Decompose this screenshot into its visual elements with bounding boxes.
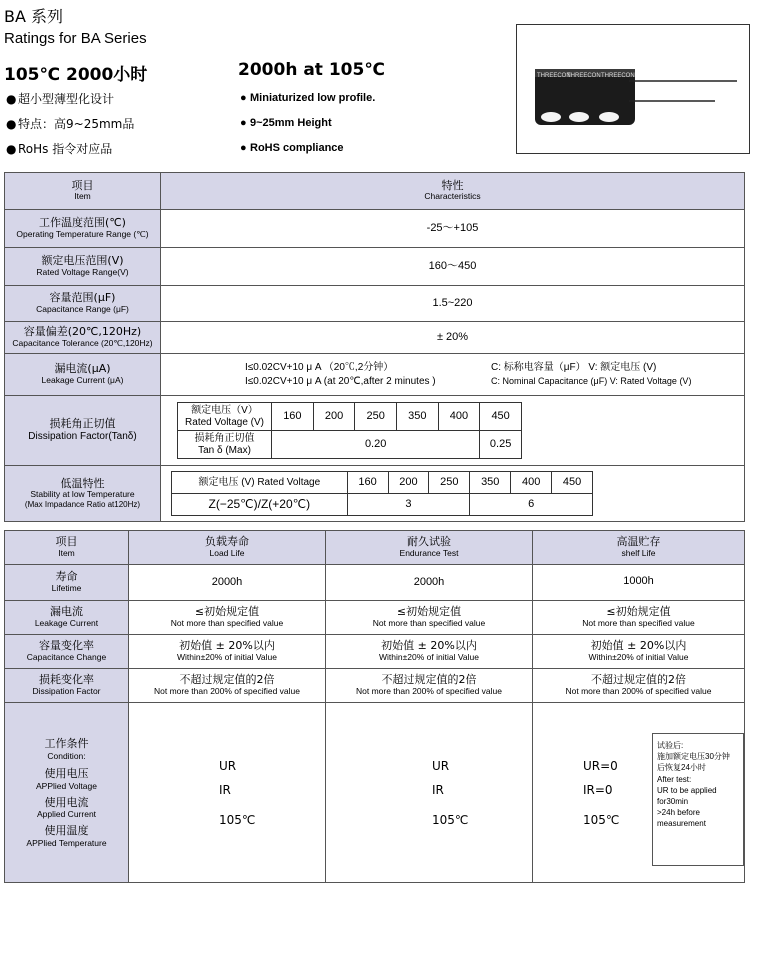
cap-change-shelf: 初始值 ± 20%以内 Within±20% of initial Value <box>533 635 745 669</box>
df-row <box>5 669 745 703</box>
lt-voltage-250: 250 <box>429 472 470 494</box>
shelf-life-header: 高温贮存 shelf Life <box>533 531 745 565</box>
series-title: BA 系列 <box>4 7 64 26</box>
cap-change-label: 容量变化率 Capacitance Change <box>5 635 129 669</box>
feature-cn-2: ● 特点：高9~25mm品 <box>6 117 135 131</box>
impedance-ratio-value-1: 3 <box>347 494 470 516</box>
bullet-icon: ● <box>6 142 17 156</box>
load-life-header: 负载寿命 Load Life <box>129 531 326 565</box>
bullet-icon: ● <box>240 142 247 154</box>
feature-en-3: ● RoHS compliance <box>240 142 344 154</box>
low-temp-label: 低温特性 Stability at low Temperature (Max Impadance Ratio at120Hz) <box>5 466 161 522</box>
low-temp-rv-label: 额定电压 (V) Rated Voltage <box>172 472 348 494</box>
note-line: >24h before <box>657 808 700 818</box>
leakage-load: ≤初始规定值 Not more than specified value <box>129 601 326 635</box>
impedance-ratio-value-2: 6 <box>470 494 593 516</box>
dissipation-subtable <box>177 402 522 459</box>
condition-endurance <box>326 703 533 883</box>
feature-cn-3: ● RoHs 指令对应品 <box>6 142 113 156</box>
lt-voltage-400: 400 <box>511 472 552 494</box>
note-line: for30min <box>657 796 689 806</box>
note-line: UR to be applied <box>657 785 717 795</box>
df-endurance: 不超过规定值的2倍 Not more than 200% of specified value <box>326 669 533 703</box>
cap-change-load: 初始值 ± 20%以内 Within±20% of initial Value <box>129 635 326 669</box>
load-temperature: 105℃ <box>219 812 256 827</box>
leakage-note-cn: C: 标称电容量（μF） V: 额定电压 (V) <box>491 361 657 373</box>
df-load: 不超过规定值的2倍 Not more than 200% of specified value <box>129 669 326 703</box>
item-header: 项目 Item <box>5 173 161 210</box>
endurance-voltage: UR <box>432 758 450 773</box>
note-line: measurement <box>657 819 706 829</box>
shelf-current: IR=0 <box>583 782 613 797</box>
df-voltage-350: 350 <box>396 403 438 431</box>
lifetime-load: 2000h <box>129 565 326 601</box>
product-image <box>516 24 750 154</box>
note-line: 试验后: <box>657 741 684 750</box>
condition-load <box>129 703 326 883</box>
df-shelf: 不超过规定值的2倍 Not more than 200% of specified value <box>533 669 745 703</box>
life-header-row <box>5 531 745 565</box>
bullet-icon: ● <box>6 92 17 106</box>
lifetime-row <box>5 565 745 601</box>
capacitance-row <box>5 286 745 322</box>
leakage-note-en: C: Nominal Capacitance (μF) V: Rated Voltage (V) <box>491 376 692 386</box>
capacitance-label: 容量范围(μF) Capacitance Range (μF) <box>5 286 161 322</box>
lt-voltage-350: 350 <box>470 472 511 494</box>
df-voltage-450: 450 <box>480 403 522 431</box>
leakage-value <box>161 354 745 396</box>
tan-delta-label: 损耗角正切值 Tan δ (Max) <box>178 431 272 459</box>
voltage-value: 160～450 <box>161 248 745 286</box>
lifetime-shelf: 1000h <box>533 565 745 601</box>
lt-voltage-200: 200 <box>388 472 429 494</box>
low-temp-value <box>161 466 745 522</box>
shelf-voltage: UR=0 <box>583 758 618 773</box>
df-voltage-160: 160 <box>272 403 314 431</box>
impedance-ratio-label: Z(−25℃)/Z(+20℃) <box>172 494 348 516</box>
heading-en: 2000h at 105℃ <box>238 60 385 80</box>
temp-row <box>5 210 745 248</box>
leakage-row <box>5 354 745 396</box>
life-item-header: 项目 Item <box>5 531 129 565</box>
leakage-formula-cn: I≤0.02CV+10 μ A （20℃,2分钟） <box>245 361 394 373</box>
temp-value: -25～+105 <box>161 210 745 248</box>
bullet-icon: ● <box>240 117 247 129</box>
temp-label: 工作温度范围(℃) Operating Temperature Range (℃) <box>5 210 161 248</box>
leakage-label: 漏电流(μA) Leakage Current (μA) <box>5 354 161 396</box>
shelf-test-note <box>652 733 744 866</box>
endurance-temperature: 105℃ <box>432 812 469 827</box>
cap-label-2: THREECON <box>567 73 601 79</box>
dissipation-value <box>161 396 745 466</box>
tolerance-label: 容量偏差(20℃,120Hz) Capacitance Tolerance (20℃,120Hz) <box>5 322 161 354</box>
voltage-row <box>5 248 745 286</box>
leakage-formula-en: I≤0.02CV+10 μ A (at 20℃,after 2 minutes ) <box>245 376 436 387</box>
load-voltage: UR <box>219 758 237 773</box>
capacitor-illustration <box>517 25 749 153</box>
cap-label-1: THREECON <box>537 73 571 79</box>
df-voltage-250: 250 <box>355 403 397 431</box>
voltage-label: 额定电压范围(V) Rated Voltage Range(V) <box>5 248 161 286</box>
capacitance-value: 1.5~220 <box>161 286 745 322</box>
lt-voltage-450: 450 <box>552 472 593 494</box>
bullet-icon: ● <box>6 117 17 131</box>
note-line: 后恢复24小时 <box>657 763 706 773</box>
series-subtitle: Ratings for BA Series <box>4 30 147 47</box>
bullet-icon: ● <box>240 92 247 104</box>
lifetime-endurance: 2000h <box>326 565 533 601</box>
df-label: 损耗变化率 Dissipation Factor <box>5 669 129 703</box>
low-temp-row <box>5 466 745 522</box>
tolerance-value: ± 20% <box>161 322 745 354</box>
feature-cn-1: ● 超小型薄型化设计 <box>6 92 115 106</box>
endurance-current: IR <box>432 782 444 797</box>
tan-delta-value-1: 0.20 <box>272 431 480 459</box>
ratings-table <box>4 172 745 522</box>
lt-voltage-160: 160 <box>347 472 388 494</box>
lifetime-label: 寿命 Lifetime <box>5 565 129 601</box>
cap-label-3: THREECON <box>601 73 635 79</box>
dissipation-row <box>5 396 745 466</box>
shelf-temperature: 105℃ <box>583 812 620 827</box>
feature-en-2: ● 9~25mm Height <box>240 117 332 129</box>
df-voltage-200: 200 <box>313 403 355 431</box>
endurance-header: 耐久试验 Endurance Test <box>326 531 533 565</box>
feature-en-1: ● Miniaturized low profile. <box>240 92 376 104</box>
ratings-header-row <box>5 173 745 210</box>
life-test-table <box>4 530 745 883</box>
dissipation-label: 损耗角正切值 Dissipation Factor(Tanδ) <box>5 396 161 466</box>
low-temp-subtable <box>171 471 593 516</box>
leakage-shelf: ≤初始规定值 Not more than specified value <box>533 601 745 635</box>
rated-voltage-label: 额定电压（V） Rated Voltage (V) <box>178 403 272 431</box>
condition-label: 工作条件 Condition: 使用电压 APPlied Voltage 使用电流 Applied Current 使用温度 APPlied Temperature <box>5 703 129 883</box>
tolerance-row <box>5 322 745 354</box>
note-line: 施加额定电压30分钟 <box>657 752 730 762</box>
load-current: IR <box>219 782 231 797</box>
leakage-endurance: ≤初始规定值 Not more than specified value <box>326 601 533 635</box>
cap-change-endurance: 初始值 ± 20%以内 Within±20% of initial Value <box>326 635 533 669</box>
df-voltage-400: 400 <box>438 403 480 431</box>
cap-change-row <box>5 635 745 669</box>
life-leakage-label: 漏电流 Leakage Current <box>5 601 129 635</box>
heading-cn: 105℃ 2000小时 <box>4 65 148 85</box>
life-leakage-row <box>5 601 745 635</box>
note-line: After test: <box>657 774 692 784</box>
characteristics-header: 特性 Characteristics <box>161 173 745 210</box>
tan-delta-value-2: 0.25 <box>480 431 522 459</box>
condition-row <box>5 703 745 883</box>
